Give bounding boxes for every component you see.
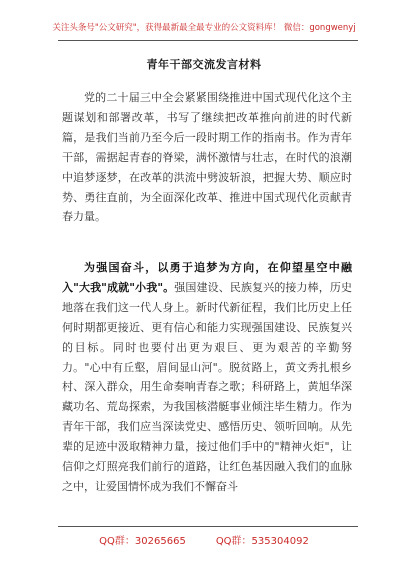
paragraph-2-lead: 为强国奋斗，以勇于追梦为方向，在仰望星空中融入"大我"成就"小我"。: [62, 261, 352, 294]
top-banner: 关注头条号"公文研究"，获得最新最全最专业的公文资料库！ 微信：gongwenyj: [52, 23, 356, 33]
footer-divider: [58, 526, 358, 527]
paragraph-2-body: 强国建设、民族复兴的接力棒，历史地落在我们这一代人身上。新时代新征程，我们比历史上任何时期都更接近、更有信心和能力实现强国建设、民族复兴的目标。同时也要付出更为艰巨、更为艰苦的辛勤努力。"心中有丘壑，眉间显山河"。脱贫路上，黄文秀扎根乡村、深入群众，用生命奏响青春之歌；科研路上，黄旭华深藏功名、荒岛探索，为我国核潜艇事业倾注毕生精力。作为青年干部，我们应当深读党史、感悟历史、领听回响。从先辈的足迹中汲取精神力量，接过他们手中的"精神火炬"，让信仰之灯照亮我们前行的道路，让红色基因融入我们的血脉之中，让爱国情怀成为我们不懈奋斗: [62, 280, 352, 493]
paragraph-1: 党的二十届三中全会紧紧围绕推进中国式现代化这个主题谋划和部署改革，书写了继续把改革推向前进的时代新篇，是我们当前乃至今后一段时期工作的指南书。作为青年干部，需据起青春的脊梁，满怀激情与壮志，在时代的浪潮中追梦逐梦，在改革的洪流中劈波斩浪，把握大势、顺应时势、勇往直前，为全面深化改革、推进中国式现代化贡献青春力量。: [62, 91, 352, 224]
paragraph-2: [62, 258, 352, 497]
footer-qq-group-2: QQ群：535304092: [215, 536, 309, 547]
header-divider: [58, 40, 358, 41]
footer-qq-group-1: QQ群：30265665: [99, 536, 186, 547]
footer: [0, 532, 408, 547]
document-title: 青年干部交流发言材料: [146, 58, 262, 71]
